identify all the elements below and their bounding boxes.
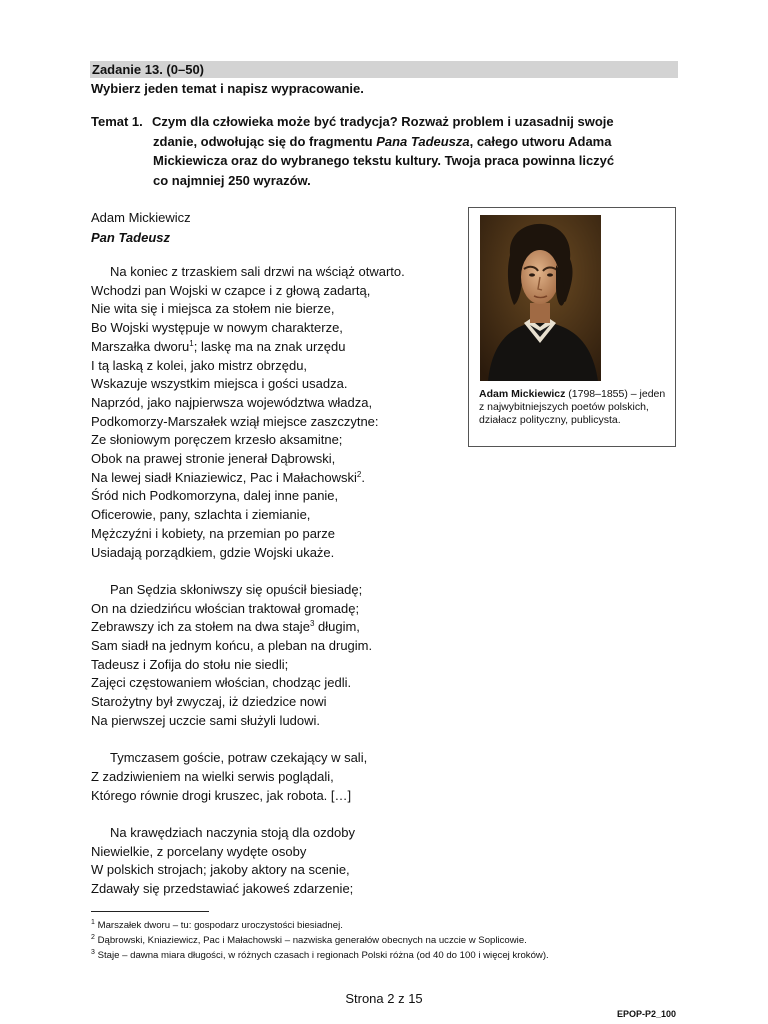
poem-line: Oficerowie, pany, szlachta i ziemianie, [91,507,311,523]
poem-line: Śród nich Podkomorzyna, dalej inne panie, [91,488,339,504]
poem-stanza [91,581,405,731]
poem-line: Zajęci częstowaniem włościan, chodząc jedli. [91,675,352,691]
poem-stanza [91,824,405,899]
poem-line: Wskazuje wszystkim miejsca i gości usadza. [91,376,348,392]
poem-stanza [91,749,405,805]
poem-line: Mężczyźni i kobiety, na przemian po parze [91,525,335,541]
poem-line: Ze słoniowym poręczem krzesło aksamitne; [91,432,343,448]
caption-name: Adam Mickiewicz [479,388,566,400]
author-name: Adam Mickiewicz [91,210,191,225]
poem-line: Którego równie drogi kruszec, jak robota. […] [91,787,352,803]
portrait-caption [479,388,671,427]
poem-line: W polskich strojach; jakoby aktory na scenie, [91,862,350,878]
poem-line: Tadeusz i Zofija do stołu nie siedli; [91,656,289,672]
task-instruction: Wybierz jeden temat i napisz wypracowanie. [91,81,364,96]
topic-line: co najmniej 250 wyrazów. [153,172,311,188]
source-attribution [91,208,191,248]
footnote-ref: 1 [189,338,194,348]
poem-line: Marszałka dworu$^1$; laskę ma na znak urzędu [91,338,346,354]
poem-line: Na pierwszej uczcie sami służyli ludowi. [91,712,321,728]
footnote-ref: 3 [309,619,315,629]
poem-stanza [91,263,405,562]
topic-line: zdanie, odwołując się do fragmentu Pana Tadeusza, całego utworu Adama [153,133,612,149]
portrait-image [480,215,601,381]
poem-line: Niewielkie, z porcelany wydęte osoby [91,843,307,859]
poem-line: Z zadziwieniem na wielki serwis poglądali, [91,768,334,784]
poem-line: Podkomorzy-Marszałek wziął miejsce zaszczytne: [91,413,379,429]
poem-line: Zebrawszy ich za stołem na dwa staje$^3$ długim, [91,619,360,635]
poem-excerpt [91,263,405,918]
page-number: Strona 2 z 15 [345,991,423,1006]
topic-body [153,112,681,190]
footnote-ref: 2 [356,469,362,479]
task-header: Zadanie 13. (0–50) [90,61,678,78]
poem-line: Nie wita się i miejsca za stołem nie bierze, [91,301,335,317]
topic-line: Czym dla człowieka może być tradycja? Rozważ problem i uzasadnij swoje [152,114,614,129]
portrait-painting [480,215,601,381]
poem-line: Sam siadł na jednym końcu, a pleban na drugim. [91,638,373,654]
poem-line: I tą laską z kolei, jako mistrz obrzędu, [91,357,308,373]
poem-line: Zdawały się przedstawiać jakoweś zdarzenie; [91,881,354,897]
poem-line: Tymczasem goście, potraw czekający w sali, [110,750,368,766]
caption-text: (1798–1855) – jeden z najwybitniejszych poetów polskich, działacz polityczny, publicysta. [479,388,666,426]
poem-line: Usiadają porządkiem, gdzie Wojski ukaże. [91,544,335,560]
work-title: Pan Tadeusz [91,230,170,245]
footnote: $^3$ Staje – dawna miara długości, w różnych czasach i regionach Polski różna (od 40 do 100 i więcej kroków). [91,949,549,961]
poem-line: Na lewej siadł Kniaziewicz, Pac i Małachowski$^2$. [91,469,365,485]
poem-line: Bo Wojski występuje w nowym charakterze, [91,320,343,336]
topic-label: Temat 1. [91,114,143,129]
topic-work-title: Pana Tadeusza [376,133,470,149]
topic-line: Mickiewicza oraz do wybranego tekstu kultury. Twoja praca powinna liczyć [153,153,615,168]
footnotes [91,918,549,963]
poem-line: Wchodzi pan Wojski w czapce i z głową zadartą, [91,282,371,298]
poem-line: Naprzód, jako najpierwsza województwa władza, [91,394,373,410]
poem-line: Na koniec z trzaskiem sali drzwi na wściąż otwarto. [110,264,405,279]
footnote: $^1$ Marszałek dworu – tu: gospodarz uroczystości biesiadnej. [91,919,343,931]
document-code: EPOP-P2_100 [616,1009,676,1019]
footnote-divider [91,911,209,912]
footnote: $^2$ Dąbrowski, Kniaziewicz, Pac i Małachowski – nazwiska generałów obecnych na uczcie w Soplicowie. [91,934,527,946]
poem-line: Obok na prawej stronie jenerał Dąbrowski, [91,451,336,467]
poem-line: Pan Sędzia skłoniwszy się opuścił biesiadę; [110,581,363,597]
poem-line: On na dziedzińcu włościan traktował gromadę; [91,600,360,616]
poem-line: Starożytny był zwyczaj, iż dziedzice nowi [91,694,327,710]
poem-line: Na krawędziach naczynia stoją dla ozdoby [110,825,355,841]
portrait-box [468,207,676,447]
